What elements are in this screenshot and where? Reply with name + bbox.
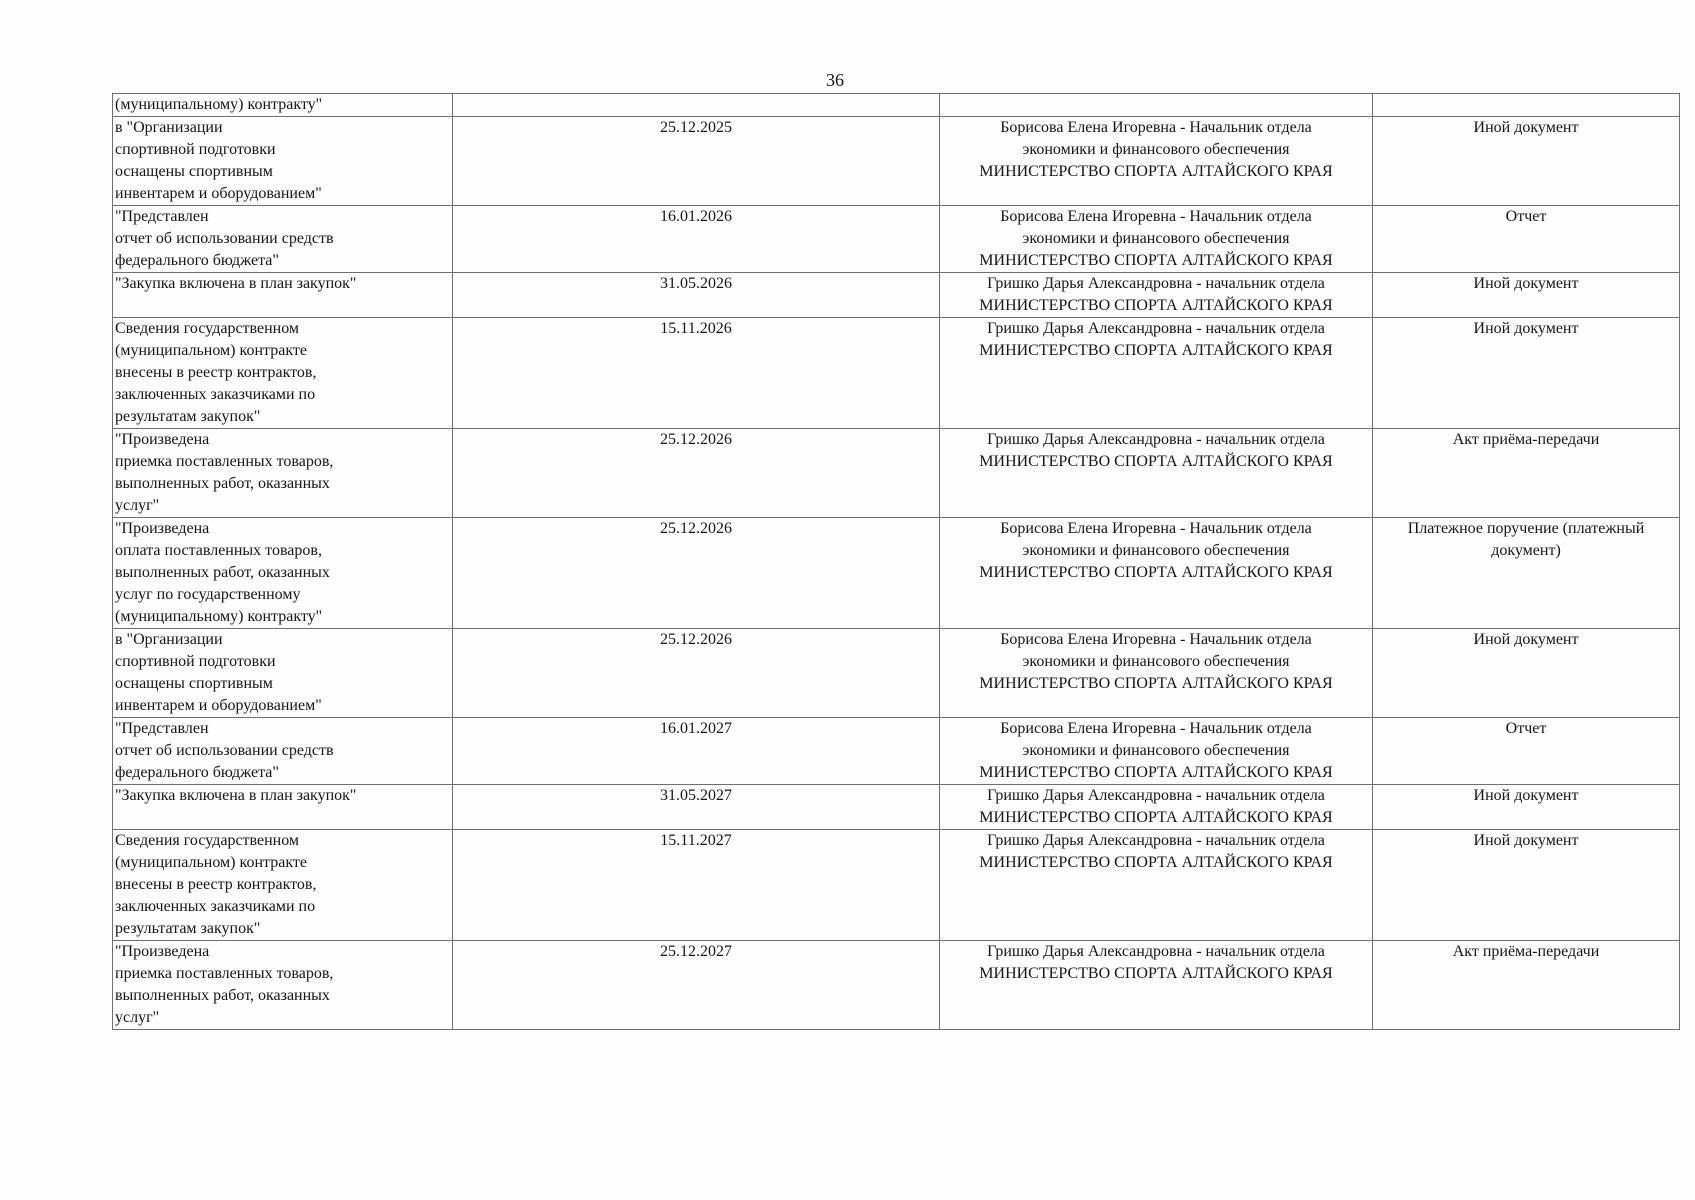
event-cell: "Произведена оплата поставленных товаров, выполненных работ, оказанных услуг по государственному (муниципальному) контракту" [113, 518, 453, 629]
document-cell: Акт приёма-передачи [1373, 941, 1680, 1030]
responsible-cell: Гришко Дарья Александровна - начальник отдела МИНИСТЕРСТВО СПОРТА АЛТАЙСКОГО КРАЯ [940, 785, 1373, 830]
responsible-cell: Борисова Елена Игоревна - Начальник отдела экономики и финансового обеспечения МИНИСТЕРСТВО СПОРТА АЛТАЙСКОГО КРАЯ [940, 629, 1373, 718]
document-cell: Платежное поручение (платежный документ) [1373, 518, 1680, 629]
responsible-cell: Борисова Елена Игоревна - Начальник отдела экономики и финансового обеспечения МИНИСТЕРСТВО СПОРТА АЛТАЙСКОГО КРАЯ [940, 518, 1373, 629]
table-body [113, 94, 1680, 1030]
control-points-table-container [112, 93, 1667, 1030]
responsible-cell: Борисова Елена Игоревна - Начальник отдела экономики и финансового обеспечения МИНИСТЕРСТВО СПОРТА АЛТАЙСКОГО КРАЯ [940, 206, 1373, 273]
control-points-table [112, 93, 1680, 1030]
document-cell: Иной документ [1373, 830, 1680, 941]
event-cell: "Произведена приемка поставленных товаров, выполненных работ, оказанных услуг" [113, 429, 453, 518]
date-cell: 16.01.2026 [453, 206, 940, 273]
date-cell: 25.12.2026 [453, 429, 940, 518]
document-cell: Иной документ [1373, 117, 1680, 206]
event-cell: "Закупка включена в план закупок" [113, 785, 453, 830]
event-cell: Сведения государственном (муниципальном) контракте внесены в реестр контрактов, заключенных заказчиками по результатам закупок" [113, 830, 453, 941]
responsible-cell [940, 94, 1373, 117]
date-cell: 31.05.2026 [453, 273, 940, 318]
responsible-cell: Борисова Елена Игоревна - Начальник отдела экономики и финансового обеспечения МИНИСТЕРСТВО СПОРТА АЛТАЙСКОГО КРАЯ [940, 117, 1373, 206]
event-cell: "Закупка включена в план закупок" [113, 273, 453, 318]
document-cell: Иной документ [1373, 785, 1680, 830]
responsible-cell: Гришко Дарья Александровна - начальник отдела МИНИСТЕРСТВО СПОРТА АЛТАЙСКОГО КРАЯ [940, 830, 1373, 941]
document-cell: Отчет [1373, 206, 1680, 273]
date-cell [453, 94, 940, 117]
table-row [113, 318, 1680, 429]
document-cell: Иной документ [1373, 273, 1680, 318]
table-row [113, 94, 1680, 117]
responsible-cell: Гришко Дарья Александровна - начальник отдела МИНИСТЕРСТВО СПОРТА АЛТАЙСКОГО КРАЯ [940, 941, 1373, 1030]
table-row [113, 518, 1680, 629]
table-row [113, 629, 1680, 718]
responsible-cell: Борисова Елена Игоревна - Начальник отдела экономики и финансового обеспечения МИНИСТЕРСТВО СПОРТА АЛТАЙСКОГО КРАЯ [940, 718, 1373, 785]
date-cell: 31.05.2027 [453, 785, 940, 830]
table-row [113, 718, 1680, 785]
table-row [113, 429, 1680, 518]
document-cell: Иной документ [1373, 629, 1680, 718]
date-cell: 25.12.2025 [453, 117, 940, 206]
event-cell: в "Организации спортивной подготовки оснащены спортивным инвентарем и оборудованием" [113, 629, 453, 718]
date-cell: 16.01.2027 [453, 718, 940, 785]
table-row [113, 206, 1680, 273]
responsible-cell: Гришко Дарья Александровна - начальник отдела МИНИСТЕРСТВО СПОРТА АЛТАЙСКОГО КРАЯ [940, 273, 1373, 318]
document-cell [1373, 94, 1680, 117]
table-row [113, 273, 1680, 318]
document-cell: Отчет [1373, 718, 1680, 785]
document-cell: Акт приёма-передачи [1373, 429, 1680, 518]
date-cell: 25.12.2026 [453, 518, 940, 629]
responsible-cell: Гришко Дарья Александровна - начальник отдела МИНИСТЕРСТВО СПОРТА АЛТАЙСКОГО КРАЯ [940, 318, 1373, 429]
event-cell: "Представлен отчет об использовании средств федерального бюджета" [113, 206, 453, 273]
event-cell: "Представлен отчет об использовании средств федерального бюджета" [113, 718, 453, 785]
date-cell: 25.12.2026 [453, 629, 940, 718]
event-cell: Сведения государственном (муниципальном) контракте внесены в реестр контрактов, заключенных заказчиками по результатам закупок" [113, 318, 453, 429]
document-cell: Иной документ [1373, 318, 1680, 429]
event-cell: "Произведена приемка поставленных товаров, выполненных работ, оказанных услуг" [113, 941, 453, 1030]
page-number: 36 [826, 70, 844, 90]
date-cell: 15.11.2026 [453, 318, 940, 429]
table-row [113, 785, 1680, 830]
table-row [113, 830, 1680, 941]
table-row [113, 941, 1680, 1030]
date-cell: 25.12.2027 [453, 941, 940, 1030]
event-cell: в "Организации спортивной подготовки оснащены спортивным инвентарем и оборудованием" [113, 117, 453, 206]
responsible-cell: Гришко Дарья Александровна - начальник отдела МИНИСТЕРСТВО СПОРТА АЛТАЙСКОГО КРАЯ [940, 429, 1373, 518]
date-cell: 15.11.2027 [453, 830, 940, 941]
table-row [113, 117, 1680, 206]
event-cell: (муниципальному) контракту" [113, 94, 453, 117]
